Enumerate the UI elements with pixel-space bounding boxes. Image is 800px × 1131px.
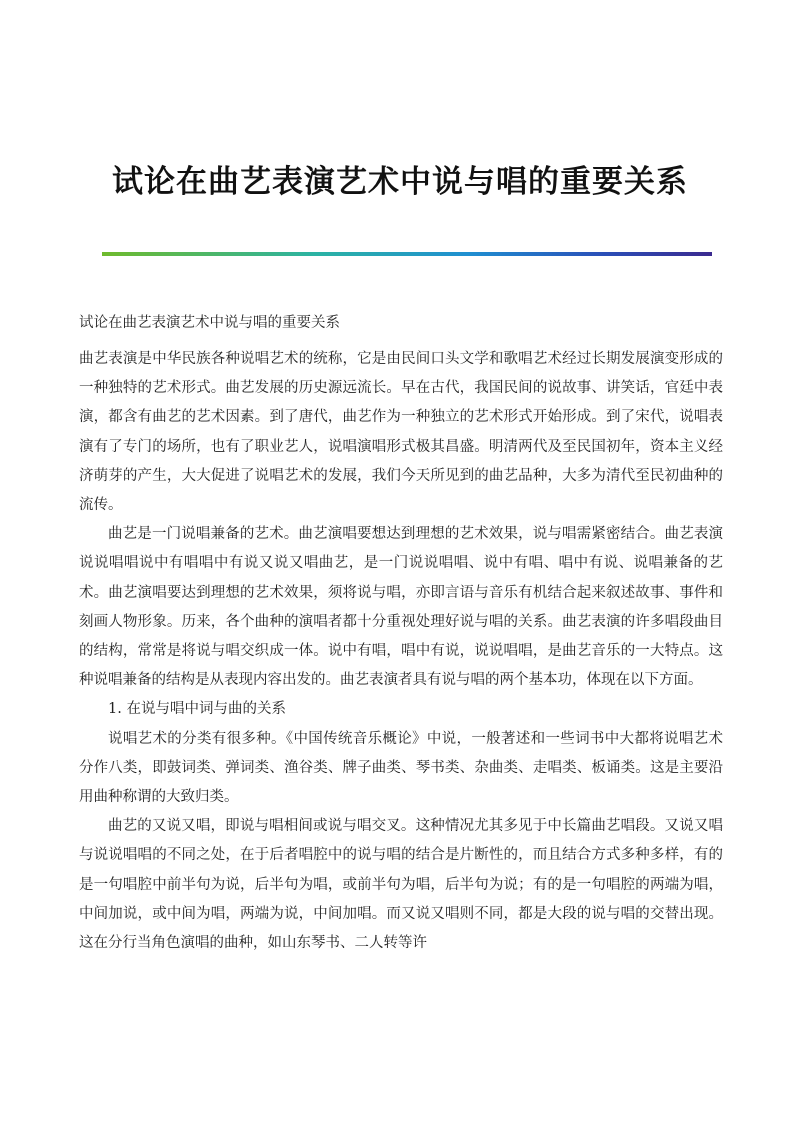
paragraph-2: 曲艺是一门说唱兼备的艺术。曲艺演唱要想达到理想的艺术效果，说与唱需紧密结合。曲艺表演说说唱唱说中有唱唱中有说又说又唱曲艺，是一门说说唱唱、说中有唱、唱中有说、说唱兼备的艺术。曲艺演唱要达到理想的艺术效果，须将说与唱，亦即言语与音乐有机结合起来叙述故事、事件和刻画人物形象。历来，各个曲种的演唱者都十分重视处理好说与唱的关系。曲艺表演的许多唱段曲目的结构，常常是将说与唱交织成一体。说中有唱，唱中有说，说说唱唱，是曲艺音乐的一大特点。这种说唱兼备的结构是从表现内容出发的。曲艺表演者具有说与唱的两个基本功，体现在以下方面。 [79,526,723,689]
document-title: 试论在曲艺表演艺术中说与唱的重要关系 [112,164,688,200]
section-heading: 1. 在说与唱中词与曲的关系 [108,701,286,718]
paragraph-3: 说唱艺术的分类有很多种。《中国传统音乐概论》中说，一般著述和一些词书中大都将说唱艺术分作八类，即鼓词类、弹词类、渔谷类、牌子曲类、琴书类、杂曲类、走唱类、板诵类。这是主要沿用曲种称谓的大致归类。 [79,730,723,806]
paragraph-4: 曲艺的又说又唱，即说与唱相间或说与唱交叉。这种情况尤其多见于中长篇曲艺唱段。又说又唱与说说唱唱的不同之处，在于后者唱腔中的说与唱的结合是片断性的，而且结合方式多种多样，有的是一句唱腔中前半句为说，后半句为唱，或前半句为唱，后半句为说；有的是一句唱腔的两端为唱，中间加说，或中间为唱，两端为说，中间加唱。而又说又唱则不同，都是大段的说与唱的交替出现。这在分行当角色演唱的曲种，如山东琴书、二人转等许 [79,818,723,952]
paragraph-1: 曲艺表演是中华民族各种说唱艺术的统称，它是由民间口头文学和歌唱艺术经过长期发展演变形成的一种独特的艺术形式。曲艺发展的历史源远流长。早在古代，我国民间的说故事、讲笑话，官廷中表演，都含有曲艺的艺术因素。到了唐代，曲艺作为一种独立的艺术形式开始形成。到了宋代，说唱表演有了专门的场所，也有了职业艺人，说唱演唱形式极其昌盛。明清两代及至民国初年，资本主义经济萌芽的产生，大大促进了说唱艺术的发展，我们今天所见到的曲艺品种，大多为清代至民初曲种的流传。 [79,351,723,514]
document-body [79,313,723,958]
title-divider [102,252,712,256]
document-subtitle: 试论在曲艺表演艺术中说与唱的重要关系 [79,315,340,331]
